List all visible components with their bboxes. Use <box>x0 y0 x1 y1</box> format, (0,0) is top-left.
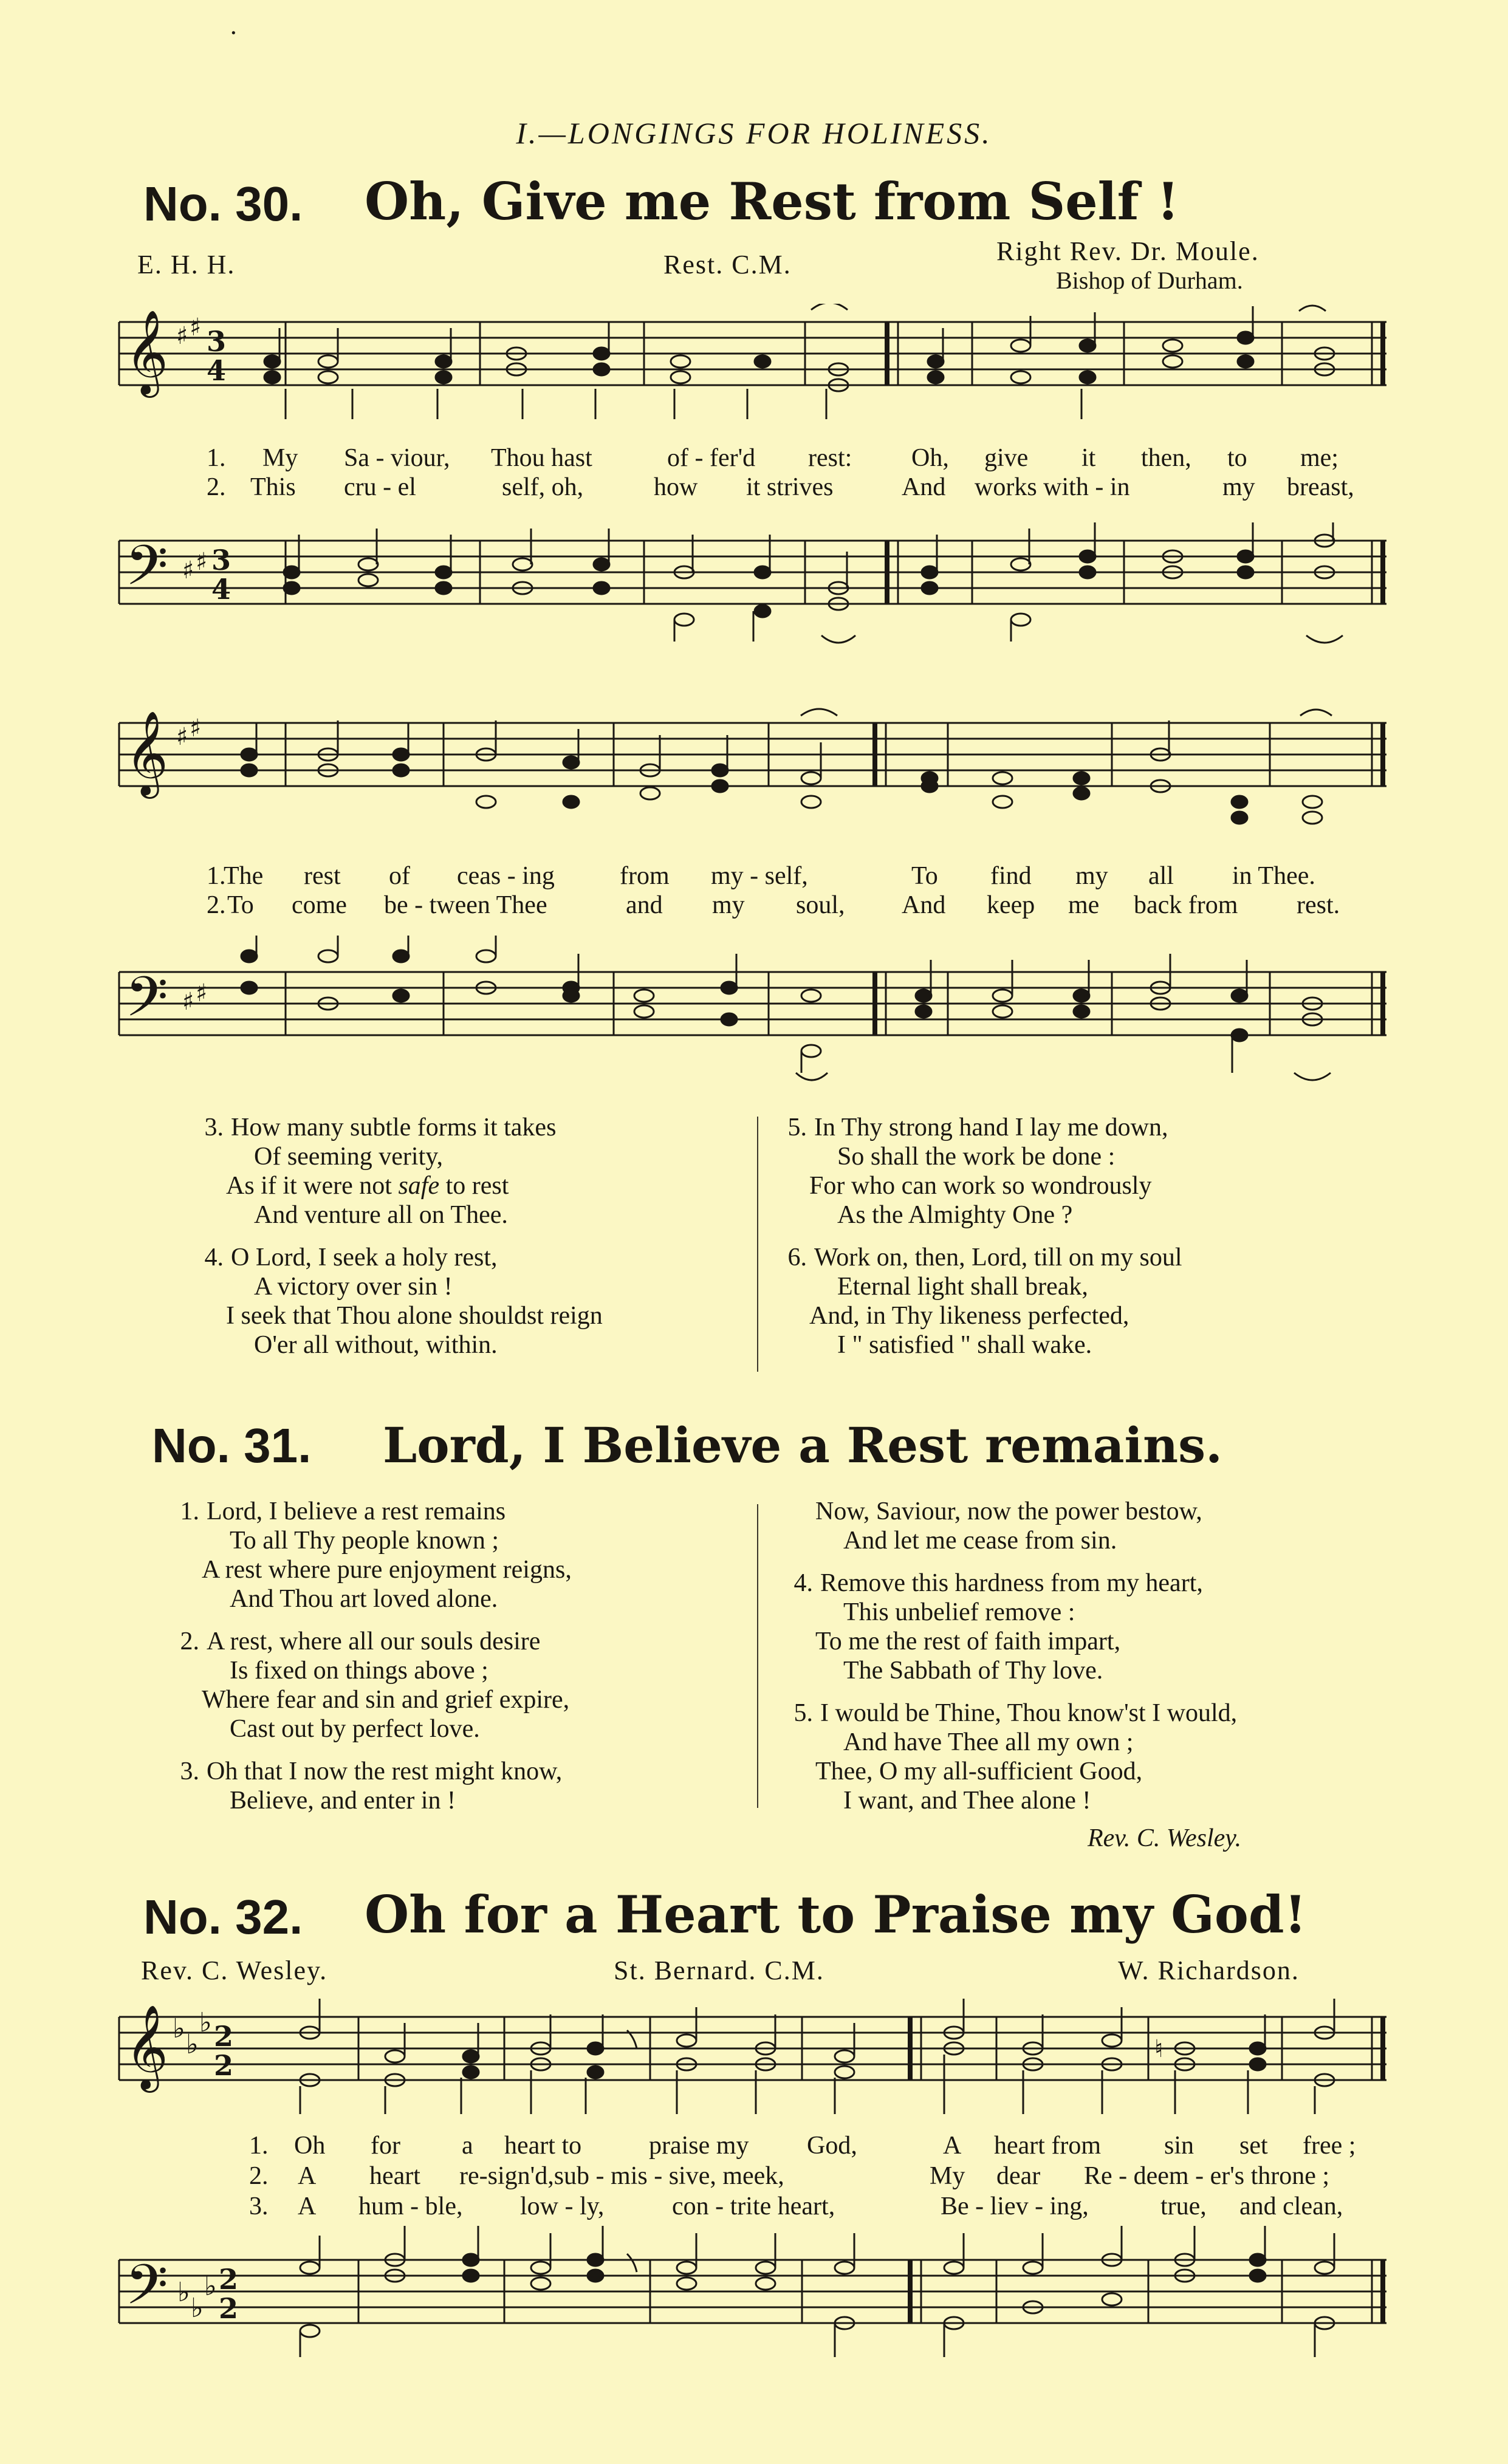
verse-line: Lord, I believe a rest remains <box>207 1497 506 1525</box>
svg-text:4: 4 <box>211 573 231 606</box>
lyric-syllable: To <box>911 862 938 890</box>
lyric-syllable: 2. <box>207 473 226 501</box>
hymn-30-line-1-verse-2 <box>0 473 1508 503</box>
lyric-syllable: my <box>1222 473 1255 501</box>
svg-text:♯: ♯ <box>196 979 208 1007</box>
verse-line: The Sabbath of Thy love. <box>843 1657 1103 1685</box>
hymn-30-system-2-bass-staff <box>0 936 1508 1093</box>
hymn-31-verses-left <box>164 1497 572 1829</box>
verse-line: As the Almighty One ? <box>837 1201 1073 1229</box>
svg-text:♭: ♭ <box>186 2029 199 2060</box>
lyric-syllable: keep <box>987 891 1035 919</box>
verse-stanza <box>772 1113 1182 1230</box>
verse-line: This unbelief remove : <box>843 1598 1075 1626</box>
verse-line: O Lord, I seek a holy rest, <box>231 1244 498 1271</box>
verse-line: Believe, and enter in ! <box>230 1787 456 1815</box>
lyric-syllable: true, <box>1160 2192 1207 2220</box>
svg-text:♯: ♯ <box>190 313 202 341</box>
hymn-30-composer-note: Bishop of Durham. <box>1056 267 1243 294</box>
hymn-30-composer: Right Rev. Dr. Moule. <box>996 236 1260 266</box>
svg-text:♭: ♭ <box>204 2271 217 2302</box>
verse-number: 3. <box>180 1757 199 1785</box>
section-heading: I.—LONGINGS FOR HOLINESS. <box>516 116 992 150</box>
verse-line: Oh that I now the rest might know, <box>207 1757 563 1785</box>
svg-text:3: 3 <box>207 325 227 358</box>
hymn-32-composer: W. Richardson. <box>1118 1956 1300 1985</box>
lyric-syllable: me; <box>1300 444 1338 472</box>
verse-line: Cast out by perfect love. <box>230 1715 480 1743</box>
svg-text:𝄞: 𝄞 <box>125 310 168 394</box>
svg-text:♭: ♭ <box>191 2293 204 2324</box>
lyric-syllable: This <box>250 473 296 501</box>
verse-line: And, in Thy likeness perfected, <box>809 1302 1129 1330</box>
verse-line: I would be Thine, Thou know'st I would, <box>820 1699 1238 1727</box>
lyric-syllable: Be - liev - ing, <box>941 2192 1089 2220</box>
lyric-syllable: of - fer'd <box>667 444 756 472</box>
verse-line: A victory over sin ! <box>254 1273 453 1301</box>
svg-text:♭: ♭ <box>177 2277 190 2308</box>
verse-line: Remove this hardness from my heart, <box>820 1569 1203 1597</box>
lyric-syllable: it <box>1081 444 1096 472</box>
verse-line: To me the rest of faith impart, <box>815 1627 1121 1655</box>
lyric-syllable: works with - in <box>975 473 1130 501</box>
hymn-31-verses-right <box>778 1497 1237 1829</box>
lyric-syllable: To <box>227 891 254 919</box>
lyric-syllable: 2. <box>249 2162 269 2190</box>
lyric-syllable: free ; <box>1303 2132 1356 2160</box>
lyric-syllable: And <box>902 891 946 919</box>
svg-text:𝄢: 𝄢 <box>125 965 168 1042</box>
lyric-syllable: 3. <box>249 2192 269 2220</box>
lyric-syllable: praise my <box>649 2132 749 2160</box>
lyric-syllable: and <box>626 891 663 919</box>
lyric-syllable: Oh, <box>911 444 949 472</box>
verse-number: 1. <box>180 1497 199 1525</box>
svg-text:2: 2 <box>214 2049 234 2082</box>
lyric-syllable: for <box>371 2132 400 2160</box>
svg-text:4: 4 <box>207 354 227 387</box>
hymn-30-line-2-verse-1 <box>0 861 1508 892</box>
hymn-30-number: No. 30. <box>143 177 303 231</box>
verse-line: I want, and Thee alone ! <box>843 1787 1091 1815</box>
hymn-32-verse-1 <box>0 2131 1508 2161</box>
verse-stanza <box>188 1243 603 1360</box>
lyric-syllable: me <box>1068 891 1100 919</box>
page-mark: · <box>230 19 238 47</box>
verse-stanza <box>164 1757 572 1815</box>
hymn-30-verses-left <box>188 1113 603 1373</box>
verse-line: And have Thee all my own ; <box>843 1728 1134 1756</box>
svg-text:♯: ♯ <box>176 322 188 350</box>
lyric-syllable: A <box>298 2192 317 2220</box>
verse-number: 4. <box>793 1569 813 1597</box>
hymn-32-author: Rev. C. Wesley. <box>141 1956 328 1985</box>
svg-text:♭: ♭ <box>173 2013 185 2044</box>
svg-text:♯: ♯ <box>182 988 194 1016</box>
verse-stanza <box>188 1113 603 1230</box>
hymn-30-tune: Rest. C.M. <box>663 250 792 279</box>
verse-line: Where fear and sin and grief expire, <box>202 1686 570 1714</box>
lyric-syllable: from <box>620 862 670 890</box>
lyric-syllable: then, <box>1141 444 1191 472</box>
lyric-syllable: My <box>262 444 298 472</box>
verse-line: Now, Saviour, now the power bestow, <box>815 1497 1202 1525</box>
hymn-30-system-2-treble-staff <box>0 705 1508 838</box>
verse-number: 3. <box>204 1114 224 1141</box>
lyric-syllable: My <box>930 2162 965 2190</box>
lyric-syllable: give <box>984 444 1029 472</box>
lyric-syllable: breast, <box>1287 473 1354 501</box>
lyric-syllable: and clean, <box>1239 2192 1343 2220</box>
lyric-syllable: my <box>712 891 745 919</box>
lyric-syllable: 1. <box>207 444 226 472</box>
hymn-30-author: E. H. H. <box>137 250 236 279</box>
svg-text:♯: ♯ <box>196 548 208 576</box>
svg-text:2: 2 <box>219 2263 239 2296</box>
lyric-syllable: heart <box>369 2162 420 2190</box>
verse-line: I " satisfied " shall wake. <box>837 1331 1092 1359</box>
svg-text:♭: ♭ <box>199 2007 212 2038</box>
verse-line: And Thou art loved alone. <box>230 1585 498 1613</box>
hymn-32-number: No. 32. <box>143 1890 303 1944</box>
lyric-syllable: rest <box>304 862 341 890</box>
verse-line: As if it were not safe to rest <box>226 1172 509 1200</box>
lyric-syllable: find <box>990 862 1032 890</box>
column-divider <box>757 1504 758 1808</box>
verse-line: How many subtle forms it takes <box>231 1114 557 1141</box>
verse-line: O'er all without, within. <box>254 1331 498 1359</box>
lyric-syllable: back from <box>1134 891 1238 919</box>
lyric-syllable: dear <box>996 2162 1041 2190</box>
lyric-syllable: The <box>224 862 264 890</box>
hymn-30-line-2-verse-2 <box>0 891 1508 921</box>
lyric-syllable: rest. <box>1297 891 1340 919</box>
lyric-syllable: hum - ble, <box>358 2192 463 2220</box>
lyric-syllable: re-sign'd,sub - mis - sive, meek, <box>459 2162 784 2190</box>
hymn-31-title: Lord, I Believe a Rest remains. <box>383 1417 1222 1474</box>
lyric-syllable: cru - el <box>344 473 416 501</box>
verse-line: A rest, where all our souls desire <box>207 1627 541 1655</box>
svg-text:♯: ♯ <box>182 556 194 584</box>
lyric-syllable: come <box>292 891 347 919</box>
hymn-32-verse-2 <box>0 2161 1508 2192</box>
svg-text:𝄢: 𝄢 <box>125 2253 168 2330</box>
lyric-syllable: Sa - viour, <box>344 444 450 472</box>
lyric-syllable: to <box>1227 444 1247 472</box>
verse-number: 6. <box>787 1244 807 1271</box>
hymn-30-title: Oh, Give me Rest from Self ! <box>365 171 1179 231</box>
lyric-syllable: rest: <box>808 444 852 472</box>
hymn-30-line-1-verse-1 <box>0 443 1508 474</box>
lyric-syllable: low - ly, <box>520 2192 605 2220</box>
verse-stanza <box>164 1627 572 1744</box>
svg-text:𝄢: 𝄢 <box>125 533 168 611</box>
verse-line: Work on, then, Lord, till on my soul <box>814 1244 1182 1271</box>
hymn-32-tune: St. Bernard. C.M. <box>614 1956 824 1985</box>
verse-number: 2. <box>180 1627 199 1655</box>
lyric-syllable: 1. <box>207 862 226 890</box>
lyric-syllable: be - tween Thee <box>384 891 547 919</box>
verse-line: And let me cease from sin. <box>843 1527 1117 1555</box>
lyric-syllable: my - self, <box>711 862 808 890</box>
lyric-syllable: set <box>1239 2132 1268 2160</box>
lyric-syllable: self, oh, <box>502 473 584 501</box>
lyric-syllable: a <box>462 2132 473 2160</box>
hymn-31-author: Rev. C. Wesley. <box>1088 1824 1242 1852</box>
lyric-syllable: heart from <box>994 2132 1102 2160</box>
verse-number: 5. <box>787 1114 807 1141</box>
svg-text:𝄞: 𝄞 <box>125 2005 168 2089</box>
verse-line: To all Thy people known ; <box>230 1527 499 1555</box>
svg-text:𝄞: 𝄞 <box>125 711 168 795</box>
hymn-30-verses-right <box>772 1113 1182 1373</box>
svg-text:♯: ♯ <box>176 723 188 751</box>
verse-stanza <box>772 1243 1182 1360</box>
lyric-syllable: of <box>389 862 410 890</box>
verse-line: I seek that Thou alone shouldst reign <box>226 1302 603 1330</box>
lyric-syllable: my <box>1075 862 1108 890</box>
verse-line: So shall the work be done : <box>837 1143 1116 1171</box>
lyric-syllable: con - trite heart, <box>672 2192 835 2220</box>
verse-stanza <box>164 1497 572 1614</box>
lyric-syllable: A <box>298 2162 317 2190</box>
verse-line: In Thy strong hand I lay me down, <box>814 1114 1168 1141</box>
hymn-32-bass-staff <box>0 2217 1508 2369</box>
lyric-syllable: how <box>654 473 698 501</box>
verse-stanza <box>778 1569 1237 1685</box>
verse-line: Thee, O my all-sufficient Good, <box>815 1757 1143 1785</box>
lyric-syllable: Thou hast <box>491 444 592 472</box>
verse-number: 4. <box>204 1244 224 1271</box>
hymn-30-system-1-treble-staff <box>0 304 1508 437</box>
lyric-syllable: 2. <box>207 891 226 919</box>
lyric-syllable: soul, <box>796 891 845 919</box>
verse-line: Of seeming verity, <box>254 1143 444 1171</box>
svg-text:2: 2 <box>219 2292 239 2325</box>
lyric-syllable: God, <box>807 2132 857 2160</box>
verse-number: 5. <box>793 1699 813 1727</box>
lyric-syllable: in Thee. <box>1232 862 1315 890</box>
verse-line: And venture all on Thee. <box>254 1201 508 1229</box>
verse-line: A rest where pure enjoyment reigns, <box>202 1556 572 1584</box>
lyric-syllable: A <box>943 2132 962 2160</box>
lyric-syllable: Oh <box>294 2132 326 2160</box>
hymn-32-treble-staff <box>0 1987 1508 2132</box>
verse-stanza <box>778 1699 1237 1815</box>
svg-text:♮: ♮ <box>1154 2035 1164 2063</box>
column-divider <box>757 1117 758 1372</box>
lyric-syllable: sin <box>1164 2132 1194 2160</box>
lyric-syllable: Re - deem - er's throne ; <box>1084 2162 1330 2190</box>
verse-stanza <box>778 1497 1237 1555</box>
verse-line: Eternal light shall break, <box>837 1273 1088 1301</box>
hymn-30-system-1-bass-staff <box>0 522 1508 656</box>
lyric-syllable: ceas - ing <box>457 862 555 890</box>
lyric-syllable: it strives <box>746 473 834 501</box>
svg-text:3: 3 <box>211 544 231 577</box>
lyric-syllable: heart to <box>504 2132 582 2160</box>
lyric-syllable: 1. <box>249 2132 269 2160</box>
verse-line: Is fixed on things above ; <box>230 1657 488 1685</box>
svg-text:2: 2 <box>214 2020 234 2053</box>
lyric-syllable: all <box>1148 862 1174 890</box>
svg-text:♯: ♯ <box>190 714 202 742</box>
lyric-syllable: And <box>902 473 946 501</box>
hymn-32-title: Oh for a Heart to Praise my God! <box>365 1884 1307 1945</box>
hymn-31-number: No. 31. <box>152 1419 312 1473</box>
verse-line: For who can work so wondrously <box>809 1172 1152 1200</box>
